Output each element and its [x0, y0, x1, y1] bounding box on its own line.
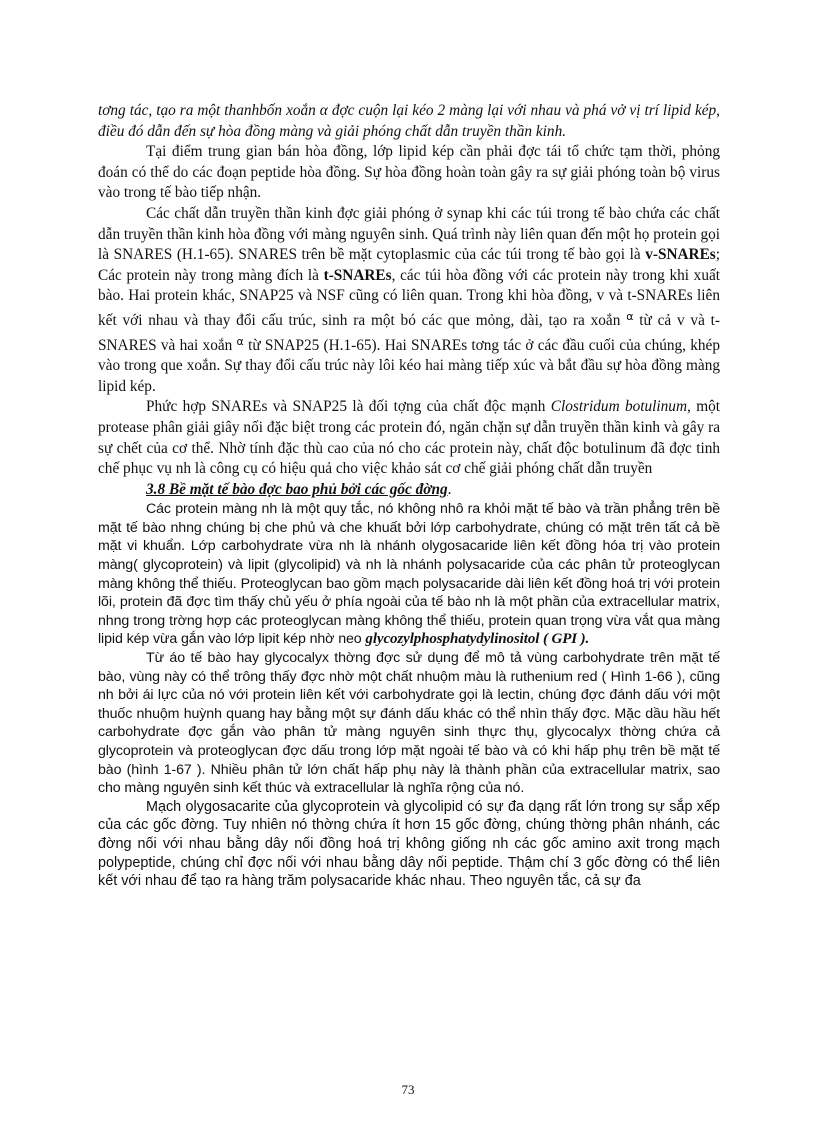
species-name: Clostridum botulinum,: [550, 398, 691, 416]
paragraph-2-text-e: từ SNAP25 (H.1-65). Hai SNAREs tơng tác ở các đầu cuối của chúng, khép vào trong que xoắn. Sự thay đổi cấu trúc này lôi kéo hai màng tiếp xúc và bắt đầu sự hòa đồng màng lipid kép.: [98, 336, 720, 395]
section-heading-tail: .: [447, 480, 452, 498]
paragraph-6: Mạch olygosacarite của glycoprotein và glycolipid có sự đa dạng rất lớn trong sự sắp xếp của các gốc đờng. Tuy nhiên nó thờng chứa ít hơn 15 gốc đờng, chúng thờng phân nhánh, các đờng nối với nhau bằng dây nối đồng hoá trị không giống nh các gốc amino axit trong mạch polypeptide, chúng chỉ đợc nối với nhau bằng dây nối peptide. Thậm chí 3 gốc đờng có thể liên kết với nhau để tạo ra hàng trăm polysacaride khác nhau. Theo nguyên tắc, cả sự đa: [98, 798, 720, 890]
page-body: [98, 101, 720, 891]
paragraph-4-text: Các protein màng nh là một quy tắc, nó không nhô ra khỏi mặt tế bào và trần phẳng trên bề mặt tế bào nhng chúng bị che phủ và che khuất bởi lớp carbohydrate, chúng có mặt trên tất cả bề mặt vi khuẩn. Lớp carbohydrate vừa nh là nhánh olygosacaride liên kết đồng hóa trị vào protein màng( glycoprotein) và lipit (glycolipid) và nh là nhánh polysacaride của các phân tử proteoglycan màng không thể thiếu. Proteoglycan bao gồm mạch polysacaride dài liên kết đồng hoá trị với protein lõi, protein đã đợc tìm thấy chủ yếu ở phía ngoài của tế bào nh là một phần của extracellular matrix, nhng trong trờng hợp các proteoglycan màng không thể thiếu, protein quan trọng vừa vắt qua màng lipid kép vừa gắn vào lớp lipit kép nhờ neo: [98, 501, 720, 648]
paragraph-3-text-b: một protease phân giải giây nối đặc biệt trong các protein đó, ngăn chặn sự dẫn truyền thần kinh và gây ra sự chết của cơ thể. Nhờ tính đặc thù cao của nó cho các protein này, chất độc botulinum đã đợc tinh chế phục vụ nh là công cụ có hiệu quả cho việc khảo sát cơ chế giải phóng chất dẫn truyền: [98, 398, 720, 478]
paragraph-1: Tại điểm trung gian bán hòa đồng, lớp lipid kép cần phải đợc tái tổ chức tạm thời, phỏng đoán có thể do các đoạn peptide hòa đồng. Sự hòa đồng hoàn toàn gây ra sự giải phóng toàn bộ virus vào trong tế bào tiếp nhận.: [98, 143, 720, 202]
page-number: 73: [401, 1082, 415, 1097]
paragraph-2-text-c: , các túi hòa đồng với các protein này trong khi xuất bào. Hai protein khác, SNAP25 và NSF cũng có liên quan. Trong khi hòa đồng, v và t-SNAREs liên kết với nhau và thay đổi cấu trúc, sinh ra một bó các que mỏng, dài, tạo ra xoắn: [98, 266, 721, 329]
section-heading: 3.8 Bề mặt tế bào đợc bao phủ bởi các gốc đờng: [146, 480, 448, 498]
t-snares-term: t-SNAREs: [323, 266, 392, 284]
paragraph-2-text-b: ; Các protein này trong màng đích là: [98, 246, 720, 284]
alpha-symbol: α: [626, 309, 634, 323]
gpi-term: glycozylphosphatydylinositol ( GPI ).: [365, 631, 590, 648]
paragraph-5: Từ áo tế bào hay glycocalyx thờng đợc sử dụng để mô tả vùng carbohydrate trên mặt tế bào, vùng này có thể trông thấy đợc nhờ một chất nhuộm màu là ruthenium red ( Hình 1-66 ), cũng nh bởi ái lực của nó với protein liên kết với carbohydrate gọi là lectin, chúng đợc đánh dấu với một thuốc nhuộm huỳnh quang hay bằng một sự đánh dấu khác có thể nhìn thấy đợc. Mặc dầu hầu hết carbohydrate đợc gắn vào phân tử màng nguyên sinh thực thụ, glycocalyx thờng chứa cả glycoprotein và proteoglycan đợc dấu trong lớp mặt ngoài tế bào và có khi hấp phụ trên bề mặt tế bào (hình 1-67 ). Nhiều phân tử lớn chất hấp phụ này là thành phần của extracellular matrix, sao cho màng nguyên sinh kết thúc và extracellular là nghĩa rộng của nó.: [98, 650, 720, 797]
intro-paragraph: tơng tác, tạo ra một thanhbốn xoắn α đợc cuộn lại kéo 2 màng lại với nhau và phá vở vị trí lipid kép, điều đó dẫn đến sự hòa đồng màng và giải phóng chất dẫn truyền thần kinh.: [98, 102, 720, 140]
paragraph-3-text-a: Phức hợp SNAREs và SNAP25 là đối tợng của chất độc mạnh: [146, 398, 551, 416]
paragraph-2: [98, 204, 720, 397]
paragraph-3: [98, 397, 720, 479]
paragraph-4: [98, 500, 720, 649]
paragraph-2-text-a: Các chất dẫn truyền thần kinh đợc giải phóng ở synap khi các túi trong tế bào chứa các chất dẫn truyền thần kinh hòa đồng với màng nguyên sinh. Quá trình này liên quan đến một họ protein gọi là SNARES (H.1-65). SNARES trên bề mặt cytoplasmic của các túi trong tế bào gọi là: [98, 204, 720, 264]
v-snares-term: v-SNAREs: [645, 246, 716, 264]
alpha-symbol: α: [236, 334, 244, 348]
paragraph-2-text-d: từ cả v và t-SNARES và hai xoắn: [98, 311, 721, 354]
section-heading-line: [98, 480, 720, 501]
